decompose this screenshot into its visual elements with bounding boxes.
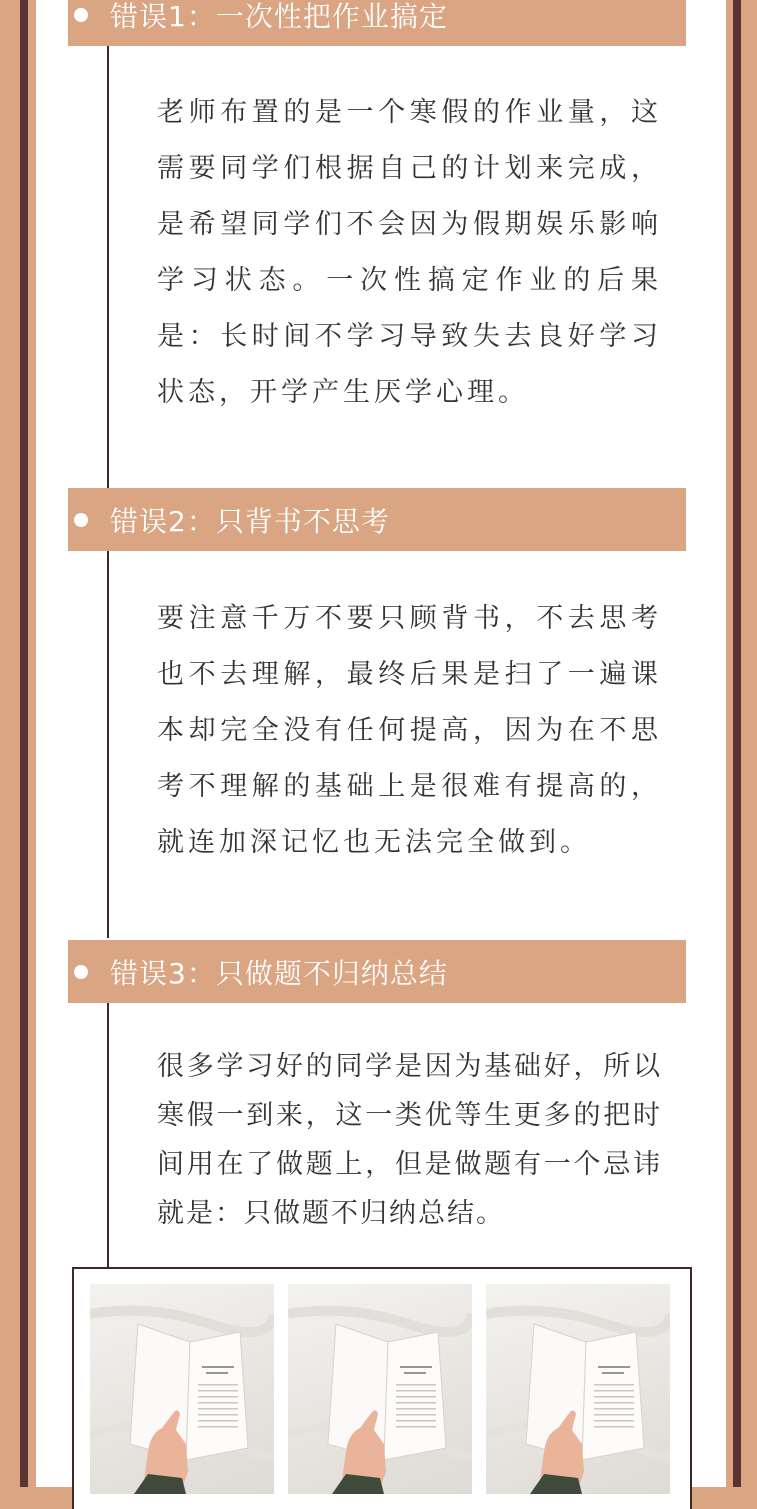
- open-book-image: [90, 1284, 274, 1494]
- open-book-image: [486, 1284, 670, 1494]
- section-body-2: 要注意千万不要只顾背书，不去思考也不去理解，最终后果是扫了一遍课本却完全没有任何提高，因为在不思考不理解的基础上是很难有提高的，就连加深记忆也无法完全做到。: [157, 603, 662, 858]
- left-border-stripe: [20, 0, 28, 1487]
- timeline-line: [107, 551, 109, 938]
- bullet-dot-icon: [74, 513, 88, 527]
- timeline-line: [107, 46, 109, 488]
- book-photo: [486, 1284, 670, 1494]
- section-body-1: 老师布置的是一个寒假的作业量，这需要同学们根据自己的计划来完成，是希望同学们不会因为假期娱乐影响学习状态。一次性搞定作业的后果是：长时间不学习导致失去良好学习状态，开学产生厌学心理。: [157, 97, 662, 408]
- bullet-dot-icon: [74, 965, 88, 979]
- section-heading-text: 错误3：只做题不归纳总结: [110, 956, 448, 990]
- right-border-stripe: [733, 0, 741, 1487]
- section-heading-1: [68, 0, 686, 46]
- section-heading-2: [68, 488, 686, 551]
- section-heading-text: 错误2：只背书不思考: [110, 504, 390, 538]
- book-photo: [90, 1284, 274, 1494]
- section-body-3: 很多学习好的同学是因为基础好，所以寒假一到来，这一类优等生更多的把时间用在了做题上，但是做题有一个忌讳就是：只做题不归纳总结。: [157, 1051, 662, 1229]
- bullet-dot-icon: [74, 8, 88, 22]
- section-heading-3: [68, 940, 686, 1003]
- timeline-line: [107, 1003, 109, 1267]
- open-book-image: [288, 1284, 472, 1494]
- book-photo: [288, 1284, 472, 1494]
- section-heading-text: 错误1：一次性把作业搞定: [110, 0, 448, 33]
